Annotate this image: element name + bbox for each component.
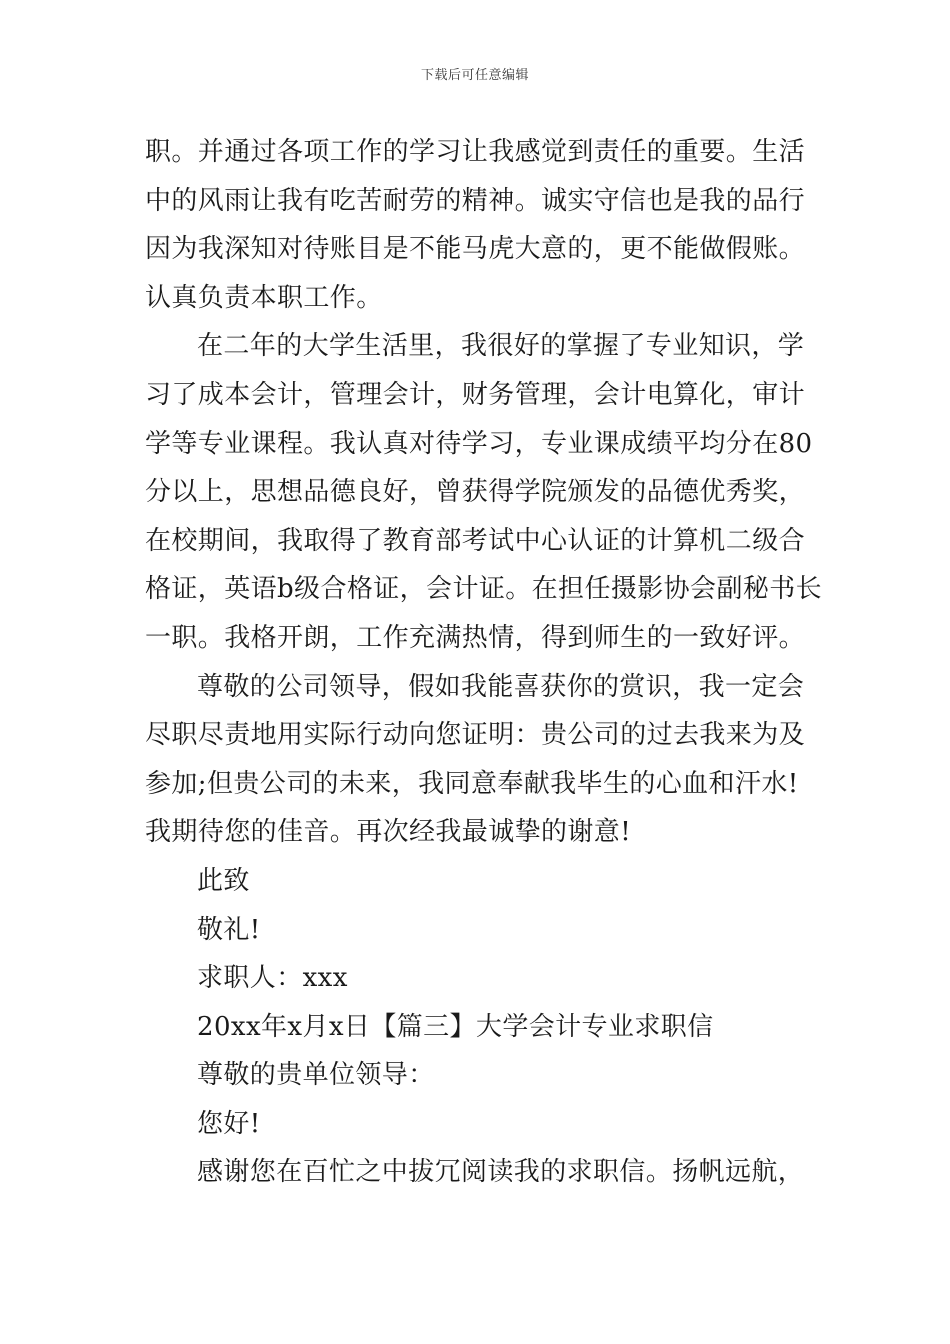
- text-line: 感谢您在百忙之中拔冗阅读我的求职信。扬帆远航，: [197, 1157, 805, 1188]
- text-line: 因为我深知对待账目是不能马虎大意的，更不能做假账。: [145, 234, 806, 265]
- text-line: 一职。我格开朗，工作充满热情，得到师生的一致好评。: [145, 622, 806, 653]
- text-line: 学等专业课程。我认真对待学习，专业课成绩平均分在80: [145, 428, 813, 459]
- page-header-note: 下载后可任意编辑: [420, 68, 529, 83]
- text-line: 格证，英语b级合格证，会计证。在担任摄影协会副秘书长: [145, 574, 823, 605]
- text-line: 在校期间，我取得了教育部考试中心认证的计算机二级合: [145, 525, 806, 556]
- text-line: 参加;但贵公司的未来，我同意奉献我毕生的心血和汗水!: [145, 768, 799, 799]
- text-line: 尊敬的公司领导，假如我能喜获你的赏识，我一定会: [197, 671, 805, 702]
- text-line: 职。并通过各项工作的学习让我感觉到责任的重要。生活: [145, 137, 806, 167]
- signature-line: 求职人：xxx: [197, 963, 348, 994]
- document-body: [145, 128, 823, 1197]
- greeting-line: 您好!: [197, 1108, 261, 1139]
- text-line: 中的风雨让我有吃苦耐劳的精神。诚实守信也是我的品行: [145, 185, 806, 216]
- closing-line: 敬礼!: [197, 914, 261, 945]
- text-line: 我期待您的佳音。再次经我最诚挚的谢意!: [145, 817, 632, 848]
- text-line: 在二年的大学生活里，我很好的掌握了专业知识，学: [197, 331, 805, 362]
- text-line: 认真负责本职工作。: [145, 282, 383, 313]
- text-line: 习了成本会计，管理会计，财务管理，会计电算化，审计: [145, 379, 806, 410]
- date-title-line: 20xx年x月x日【篇三】大学会计专业求职信: [197, 1011, 714, 1042]
- text-line: 分以上，思想品德良好，曾获得学院颁发的品德优秀奖，: [145, 477, 806, 508]
- closing-line: 此致: [197, 865, 250, 896]
- salutation-line: 尊敬的贵单位领导：: [197, 1060, 435, 1091]
- text-line: 尽职尽责地用实际行动向您证明：贵公司的过去我来为及: [145, 720, 806, 751]
